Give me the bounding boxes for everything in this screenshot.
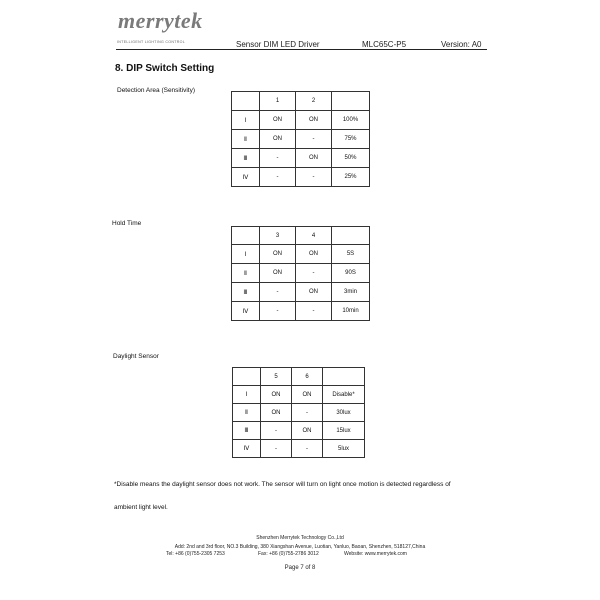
table-cell: - [296,264,332,283]
table-cell: 90S [332,264,370,283]
dip-table-daylight-sensor [232,367,365,458]
table-cell: 50% [332,149,370,168]
table-cell: ON [260,264,296,283]
header-cell: 3 [260,227,296,245]
table-row [233,440,365,458]
table-cell: - [260,168,296,187]
model-number: MLC65C-P5 [362,40,407,49]
table-row [233,422,365,440]
table-cell: Ⅲ [232,149,260,168]
page-number: Page 7 of 8 [284,565,316,571]
note-line-2: ambient light level. [114,504,168,511]
table-cell: 15lux [323,422,365,440]
table-cell: ON [296,245,332,264]
table-cell: Ⅱ [233,404,261,422]
table-cell: 3min [332,283,370,302]
doc-title: Sensor DIM LED Driver [236,40,320,49]
table-label-detection-area: Detection Area (Sensitivity) [117,87,196,94]
footer-tel: Tel: +86 (0)755-2305 7253 [166,551,225,557]
table-cell: Disable* [323,386,365,404]
header-cell [232,227,260,245]
table-row [232,302,370,321]
table-cell: 5lux [323,440,365,458]
header-cell: 6 [292,368,323,386]
table-cell: 30lux [323,404,365,422]
table-row [232,245,370,264]
header-cell: 5 [261,368,292,386]
header-cell: 4 [296,227,332,245]
table-label-daylight-sensor: Daylight Sensor [113,353,159,360]
table-cell: - [260,302,296,321]
table-cell: ON [260,111,296,130]
table-cell: Ⅳ [233,440,261,458]
table-cell: ON [296,149,332,168]
table-cell: - [261,440,292,458]
table-row [232,111,370,130]
table-cell: - [296,168,332,187]
table-cell: Ⅳ [232,302,260,321]
footer-address: Add: 2nd and 3rd floor, NO.3 Building, 380 Xiangshan Avenue, Luotian, Yanluo, Baoan, Shenzhen, 518127,China [174,544,426,550]
table-cell: 5S [332,245,370,264]
table-cell: - [260,283,296,302]
table-cell: ON [296,111,332,130]
header-rule [116,49,487,50]
table-cell: ON [292,422,323,440]
header-cell [233,368,261,386]
table-cell: - [261,422,292,440]
footer-company: Shenzhen Merrytek Technology Co.,Ltd [256,535,344,541]
table-cell: Ⅰ [233,386,261,404]
table-cell: - [296,302,332,321]
header-cell [332,227,370,245]
dip-table-detection-area [231,91,370,187]
table-cell: 100% [332,111,370,130]
table-row [233,404,365,422]
table-row [232,168,370,187]
table-row [232,283,370,302]
table-cell: - [260,149,296,168]
table-cell: 10min [332,302,370,321]
table-cell: - [292,404,323,422]
table-cell: Ⅳ [232,168,260,187]
table-cell: - [296,130,332,149]
table-cell: ON [261,404,292,422]
header-cell: 1 [260,92,296,111]
footer-fax: Fax: +86 (0)755-2786 3012 [258,551,319,557]
table-cell: Ⅱ [232,264,260,283]
table-row [232,130,370,149]
note-line-1: *Disable means the daylight sensor does not work. The sensor will turn on light once motion is detected regardless of [114,481,451,488]
header-cell [323,368,365,386]
table-cell: 25% [332,168,370,187]
table-cell: Ⅱ [232,130,260,149]
table-row [232,149,370,168]
version-label: Version: A0 [441,40,482,49]
table-cell: - [292,440,323,458]
table-cell: Ⅲ [233,422,261,440]
table-cell: ON [261,386,292,404]
footer-website: Website: www.merrytek.com [344,551,407,557]
table-cell: ON [296,283,332,302]
company-logo: merrytek [118,8,203,33]
table-row [232,264,370,283]
section-title: 8. DIP Switch Setting [115,63,215,74]
table-cell: Ⅲ [232,283,260,302]
dip-table-hold-time [231,226,370,321]
table-cell: 75% [332,130,370,149]
table-cell: Ⅰ [232,111,260,130]
table-cell: Ⅰ [232,245,260,264]
table-cell: ON [260,245,296,264]
header-cell [232,92,260,111]
logo-tagline: INTELLIGENT LIGHTING CONTROL [117,40,186,44]
table-row [233,386,365,404]
table-cell: ON [260,130,296,149]
table-cell: ON [292,386,323,404]
header-cell: 2 [296,92,332,111]
table-label-hold-time: Hold Time [112,220,142,227]
header-cell [332,92,370,111]
